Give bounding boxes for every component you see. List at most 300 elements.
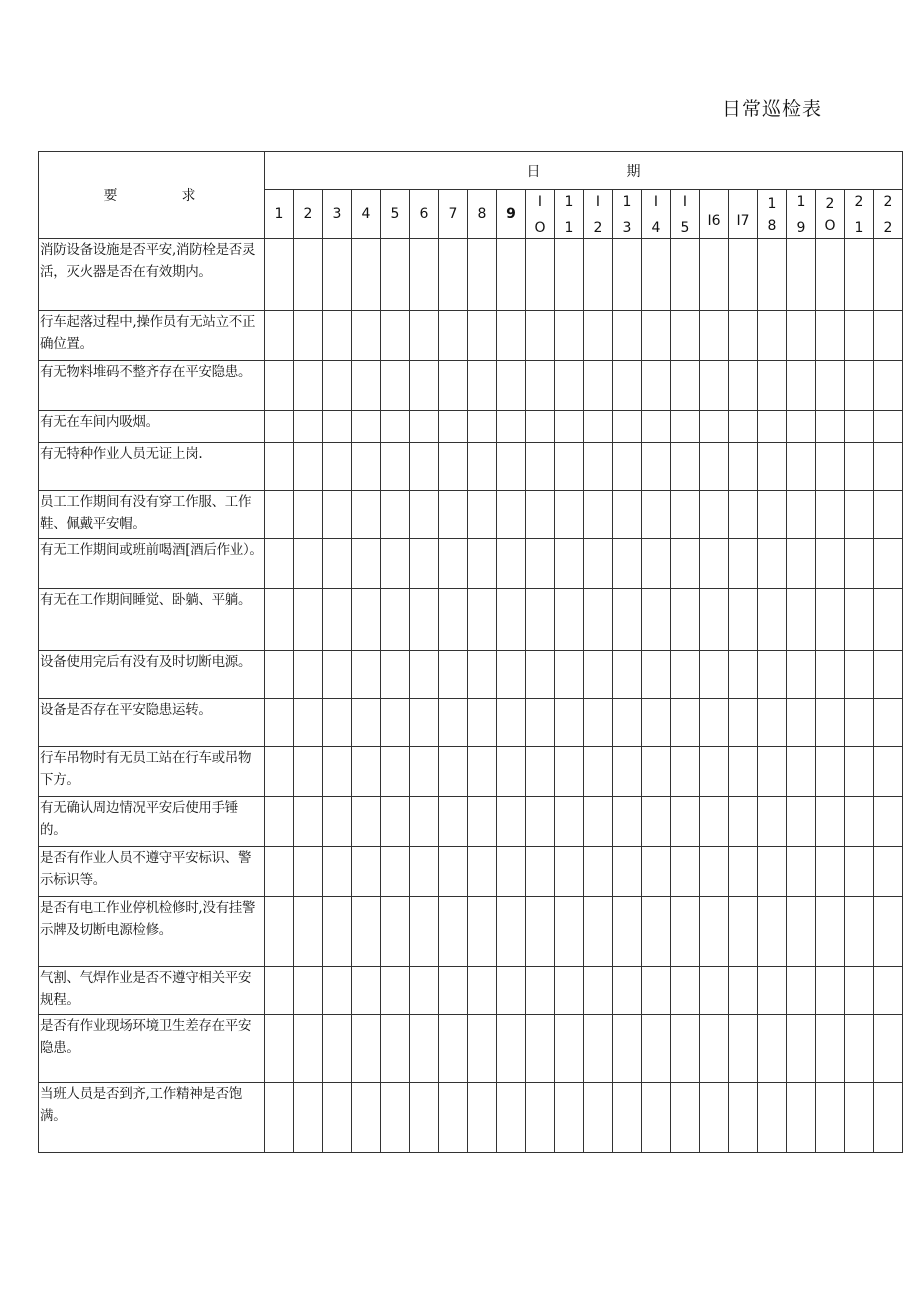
check-cell[interactable] [526, 443, 555, 491]
check-cell[interactable] [410, 443, 439, 491]
check-cell[interactable] [758, 699, 787, 747]
check-cell[interactable] [874, 491, 903, 539]
check-cell[interactable] [439, 539, 468, 589]
check-cell[interactable] [845, 239, 874, 311]
check-cell[interactable] [816, 847, 845, 897]
check-cell[interactable] [381, 797, 410, 847]
check-cell[interactable] [323, 539, 352, 589]
check-cell[interactable] [845, 1015, 874, 1083]
check-cell[interactable] [613, 239, 642, 311]
check-cell[interactable] [410, 747, 439, 797]
check-cell[interactable] [729, 589, 758, 651]
check-cell[interactable] [323, 1015, 352, 1083]
check-cell[interactable] [700, 361, 729, 411]
check-cell[interactable] [845, 589, 874, 651]
check-cell[interactable] [874, 411, 903, 443]
check-cell[interactable] [787, 897, 816, 967]
check-cell[interactable] [642, 311, 671, 361]
check-cell[interactable] [874, 847, 903, 897]
check-cell[interactable] [468, 897, 497, 967]
check-cell[interactable] [294, 411, 323, 443]
check-cell[interactable] [874, 239, 903, 311]
check-cell[interactable] [729, 1083, 758, 1153]
check-cell[interactable] [468, 361, 497, 411]
check-cell[interactable] [758, 311, 787, 361]
check-cell[interactable] [584, 411, 613, 443]
check-cell[interactable] [816, 361, 845, 411]
check-cell[interactable] [381, 847, 410, 897]
check-cell[interactable] [700, 411, 729, 443]
check-cell[interactable] [729, 361, 758, 411]
check-cell[interactable] [555, 1083, 584, 1153]
check-cell[interactable] [526, 699, 555, 747]
check-cell[interactable] [874, 443, 903, 491]
check-cell[interactable] [758, 361, 787, 411]
check-cell[interactable] [758, 967, 787, 1015]
check-cell[interactable] [584, 847, 613, 897]
check-cell[interactable] [352, 411, 381, 443]
check-cell[interactable] [555, 589, 584, 651]
check-cell[interactable] [352, 311, 381, 361]
check-cell[interactable] [816, 797, 845, 847]
check-cell[interactable] [613, 967, 642, 1015]
check-cell[interactable] [265, 491, 294, 539]
check-cell[interactable] [874, 797, 903, 847]
check-cell[interactable] [845, 491, 874, 539]
check-cell[interactable] [265, 361, 294, 411]
check-cell[interactable] [642, 239, 671, 311]
check-cell[interactable] [874, 699, 903, 747]
check-cell[interactable] [642, 699, 671, 747]
check-cell[interactable] [497, 797, 526, 847]
check-cell[interactable] [526, 239, 555, 311]
check-cell[interactable] [323, 651, 352, 699]
check-cell[interactable] [671, 967, 700, 1015]
check-cell[interactable] [584, 967, 613, 1015]
check-cell[interactable] [729, 443, 758, 491]
check-cell[interactable] [381, 311, 410, 361]
check-cell[interactable] [497, 699, 526, 747]
check-cell[interactable] [555, 797, 584, 847]
check-cell[interactable] [671, 539, 700, 589]
check-cell[interactable] [729, 967, 758, 1015]
check-cell[interactable] [845, 443, 874, 491]
check-cell[interactable] [352, 1083, 381, 1153]
check-cell[interactable] [381, 361, 410, 411]
check-cell[interactable] [758, 443, 787, 491]
check-cell[interactable] [410, 539, 439, 589]
check-cell[interactable] [555, 967, 584, 1015]
check-cell[interactable] [584, 239, 613, 311]
check-cell[interactable] [410, 239, 439, 311]
check-cell[interactable] [555, 539, 584, 589]
check-cell[interactable] [526, 589, 555, 651]
check-cell[interactable] [439, 491, 468, 539]
check-cell[interactable] [874, 747, 903, 797]
check-cell[interactable] [613, 1083, 642, 1153]
check-cell[interactable] [671, 699, 700, 747]
check-cell[interactable] [294, 747, 323, 797]
check-cell[interactable] [468, 747, 497, 797]
check-cell[interactable] [352, 967, 381, 1015]
check-cell[interactable] [787, 967, 816, 1015]
check-cell[interactable] [468, 967, 497, 1015]
check-cell[interactable] [787, 361, 816, 411]
check-cell[interactable] [758, 797, 787, 847]
check-cell[interactable] [700, 311, 729, 361]
check-cell[interactable] [613, 443, 642, 491]
check-cell[interactable] [381, 1083, 410, 1153]
check-cell[interactable] [729, 539, 758, 589]
check-cell[interactable] [700, 443, 729, 491]
check-cell[interactable] [468, 491, 497, 539]
check-cell[interactable] [729, 411, 758, 443]
check-cell[interactable] [642, 1015, 671, 1083]
check-cell[interactable] [294, 1015, 323, 1083]
check-cell[interactable] [642, 589, 671, 651]
check-cell[interactable] [497, 847, 526, 897]
check-cell[interactable] [874, 1015, 903, 1083]
check-cell[interactable] [874, 311, 903, 361]
check-cell[interactable] [758, 491, 787, 539]
check-cell[interactable] [642, 747, 671, 797]
check-cell[interactable] [671, 897, 700, 967]
check-cell[interactable] [381, 589, 410, 651]
check-cell[interactable] [381, 411, 410, 443]
check-cell[interactable] [265, 239, 294, 311]
check-cell[interactable] [381, 443, 410, 491]
check-cell[interactable] [294, 1083, 323, 1153]
check-cell[interactable] [845, 651, 874, 699]
check-cell[interactable] [526, 539, 555, 589]
check-cell[interactable] [439, 847, 468, 897]
check-cell[interactable] [381, 539, 410, 589]
check-cell[interactable] [265, 539, 294, 589]
check-cell[interactable] [439, 1083, 468, 1153]
check-cell[interactable] [845, 747, 874, 797]
check-cell[interactable] [294, 699, 323, 747]
check-cell[interactable] [352, 897, 381, 967]
check-cell[interactable] [758, 897, 787, 967]
check-cell[interactable] [671, 847, 700, 897]
check-cell[interactable] [671, 411, 700, 443]
check-cell[interactable] [265, 847, 294, 897]
check-cell[interactable] [468, 539, 497, 589]
check-cell[interactable] [816, 491, 845, 539]
check-cell[interactable] [497, 967, 526, 1015]
check-cell[interactable] [584, 539, 613, 589]
check-cell[interactable] [468, 797, 497, 847]
check-cell[interactable] [787, 491, 816, 539]
check-cell[interactable] [642, 539, 671, 589]
check-cell[interactable] [265, 699, 294, 747]
check-cell[interactable] [265, 967, 294, 1015]
check-cell[interactable] [758, 1083, 787, 1153]
check-cell[interactable] [294, 239, 323, 311]
check-cell[interactable] [381, 651, 410, 699]
check-cell[interactable] [497, 239, 526, 311]
check-cell[interactable] [352, 651, 381, 699]
check-cell[interactable] [584, 699, 613, 747]
check-cell[interactable] [555, 443, 584, 491]
check-cell[interactable] [352, 797, 381, 847]
check-cell[interactable] [497, 361, 526, 411]
check-cell[interactable] [787, 539, 816, 589]
check-cell[interactable] [323, 411, 352, 443]
check-cell[interactable] [555, 1015, 584, 1083]
check-cell[interactable] [352, 239, 381, 311]
check-cell[interactable] [439, 747, 468, 797]
check-cell[interactable] [874, 539, 903, 589]
check-cell[interactable] [787, 443, 816, 491]
check-cell[interactable] [787, 747, 816, 797]
check-cell[interactable] [787, 411, 816, 443]
check-cell[interactable] [671, 1015, 700, 1083]
check-cell[interactable] [294, 651, 323, 699]
check-cell[interactable] [613, 651, 642, 699]
check-cell[interactable] [526, 361, 555, 411]
check-cell[interactable] [439, 411, 468, 443]
check-cell[interactable] [642, 967, 671, 1015]
check-cell[interactable] [758, 651, 787, 699]
check-cell[interactable] [555, 491, 584, 539]
check-cell[interactable] [758, 1015, 787, 1083]
check-cell[interactable] [584, 443, 613, 491]
check-cell[interactable] [642, 797, 671, 847]
check-cell[interactable] [265, 897, 294, 967]
check-cell[interactable] [700, 589, 729, 651]
check-cell[interactable] [787, 847, 816, 897]
check-cell[interactable] [613, 699, 642, 747]
check-cell[interactable] [584, 311, 613, 361]
check-cell[interactable] [468, 699, 497, 747]
check-cell[interactable] [642, 897, 671, 967]
check-cell[interactable] [526, 411, 555, 443]
check-cell[interactable] [758, 847, 787, 897]
check-cell[interactable] [584, 361, 613, 411]
check-cell[interactable] [381, 1015, 410, 1083]
check-cell[interactable] [613, 747, 642, 797]
check-cell[interactable] [323, 311, 352, 361]
check-cell[interactable] [874, 897, 903, 967]
check-cell[interactable] [613, 361, 642, 411]
check-cell[interactable] [845, 361, 874, 411]
check-cell[interactable] [468, 411, 497, 443]
check-cell[interactable] [700, 491, 729, 539]
check-cell[interactable] [729, 651, 758, 699]
check-cell[interactable] [816, 239, 845, 311]
check-cell[interactable] [671, 747, 700, 797]
check-cell[interactable] [381, 897, 410, 967]
check-cell[interactable] [410, 699, 439, 747]
check-cell[interactable] [265, 747, 294, 797]
check-cell[interactable] [352, 747, 381, 797]
check-cell[interactable] [410, 897, 439, 967]
check-cell[interactable] [323, 699, 352, 747]
check-cell[interactable] [613, 411, 642, 443]
check-cell[interactable] [700, 239, 729, 311]
check-cell[interactable] [584, 747, 613, 797]
check-cell[interactable] [729, 699, 758, 747]
check-cell[interactable] [555, 311, 584, 361]
check-cell[interactable] [323, 747, 352, 797]
check-cell[interactable] [497, 311, 526, 361]
check-cell[interactable] [816, 443, 845, 491]
check-cell[interactable] [468, 1015, 497, 1083]
check-cell[interactable] [584, 1015, 613, 1083]
check-cell[interactable] [439, 589, 468, 651]
check-cell[interactable] [816, 897, 845, 967]
check-cell[interactable] [555, 847, 584, 897]
check-cell[interactable] [584, 589, 613, 651]
check-cell[interactable] [352, 1015, 381, 1083]
check-cell[interactable] [787, 797, 816, 847]
check-cell[interactable] [294, 967, 323, 1015]
check-cell[interactable] [874, 589, 903, 651]
check-cell[interactable] [584, 1083, 613, 1153]
check-cell[interactable] [555, 651, 584, 699]
check-cell[interactable] [816, 311, 845, 361]
check-cell[interactable] [323, 239, 352, 311]
check-cell[interactable] [671, 239, 700, 311]
check-cell[interactable] [729, 897, 758, 967]
check-cell[interactable] [352, 847, 381, 897]
check-cell[interactable] [758, 239, 787, 311]
check-cell[interactable] [265, 311, 294, 361]
check-cell[interactable] [845, 311, 874, 361]
check-cell[interactable] [671, 797, 700, 847]
check-cell[interactable] [816, 589, 845, 651]
check-cell[interactable] [497, 443, 526, 491]
check-cell[interactable] [671, 443, 700, 491]
check-cell[interactable] [845, 539, 874, 589]
check-cell[interactable] [439, 967, 468, 1015]
check-cell[interactable] [526, 967, 555, 1015]
check-cell[interactable] [352, 589, 381, 651]
check-cell[interactable] [787, 1015, 816, 1083]
check-cell[interactable] [439, 239, 468, 311]
check-cell[interactable] [787, 1083, 816, 1153]
check-cell[interactable] [555, 361, 584, 411]
check-cell[interactable] [352, 361, 381, 411]
check-cell[interactable] [410, 847, 439, 897]
check-cell[interactable] [294, 361, 323, 411]
check-cell[interactable] [584, 897, 613, 967]
check-cell[interactable] [352, 539, 381, 589]
check-cell[interactable] [671, 651, 700, 699]
check-cell[interactable] [729, 797, 758, 847]
check-cell[interactable] [439, 361, 468, 411]
check-cell[interactable] [700, 967, 729, 1015]
check-cell[interactable] [381, 967, 410, 1015]
check-cell[interactable] [845, 699, 874, 747]
check-cell[interactable] [700, 747, 729, 797]
check-cell[interactable] [642, 1083, 671, 1153]
check-cell[interactable] [323, 967, 352, 1015]
check-cell[interactable] [555, 897, 584, 967]
check-cell[interactable] [410, 311, 439, 361]
check-cell[interactable] [555, 699, 584, 747]
check-cell[interactable] [787, 589, 816, 651]
check-cell[interactable] [294, 491, 323, 539]
check-cell[interactable] [410, 491, 439, 539]
check-cell[interactable] [352, 699, 381, 747]
check-cell[interactable] [845, 797, 874, 847]
check-cell[interactable] [787, 699, 816, 747]
check-cell[interactable] [526, 797, 555, 847]
check-cell[interactable] [526, 651, 555, 699]
check-cell[interactable] [468, 311, 497, 361]
check-cell[interactable] [381, 747, 410, 797]
check-cell[interactable] [439, 311, 468, 361]
check-cell[interactable] [816, 967, 845, 1015]
check-cell[interactable] [497, 897, 526, 967]
check-cell[interactable] [787, 311, 816, 361]
check-cell[interactable] [439, 1015, 468, 1083]
check-cell[interactable] [874, 361, 903, 411]
check-cell[interactable] [294, 847, 323, 897]
check-cell[interactable] [845, 1083, 874, 1153]
check-cell[interactable] [874, 967, 903, 1015]
check-cell[interactable] [555, 239, 584, 311]
check-cell[interactable] [729, 1015, 758, 1083]
check-cell[interactable] [700, 797, 729, 847]
check-cell[interactable] [265, 1015, 294, 1083]
check-cell[interactable] [555, 747, 584, 797]
check-cell[interactable] [816, 651, 845, 699]
check-cell[interactable] [526, 747, 555, 797]
check-cell[interactable] [468, 589, 497, 651]
check-cell[interactable] [816, 1083, 845, 1153]
check-cell[interactable] [642, 361, 671, 411]
check-cell[interactable] [323, 589, 352, 651]
check-cell[interactable] [816, 747, 845, 797]
check-cell[interactable] [671, 491, 700, 539]
check-cell[interactable] [584, 651, 613, 699]
check-cell[interactable] [787, 239, 816, 311]
check-cell[interactable] [265, 1083, 294, 1153]
check-cell[interactable] [526, 1083, 555, 1153]
check-cell[interactable] [613, 1015, 642, 1083]
check-cell[interactable] [294, 589, 323, 651]
check-cell[interactable] [497, 1015, 526, 1083]
check-cell[interactable] [526, 311, 555, 361]
check-cell[interactable] [584, 797, 613, 847]
check-cell[interactable] [671, 311, 700, 361]
check-cell[interactable] [787, 651, 816, 699]
check-cell[interactable] [613, 847, 642, 897]
check-cell[interactable] [613, 491, 642, 539]
check-cell[interactable] [526, 897, 555, 967]
check-cell[interactable] [439, 443, 468, 491]
check-cell[interactable] [845, 411, 874, 443]
check-cell[interactable] [729, 491, 758, 539]
check-cell[interactable] [555, 411, 584, 443]
check-cell[interactable] [410, 651, 439, 699]
check-cell[interactable] [700, 699, 729, 747]
check-cell[interactable] [816, 699, 845, 747]
check-cell[interactable] [410, 361, 439, 411]
check-cell[interactable] [265, 651, 294, 699]
check-cell[interactable] [758, 539, 787, 589]
check-cell[interactable] [671, 361, 700, 411]
check-cell[interactable] [700, 1015, 729, 1083]
check-cell[interactable] [323, 491, 352, 539]
check-cell[interactable] [845, 967, 874, 1015]
check-cell[interactable] [294, 897, 323, 967]
check-cell[interactable] [642, 411, 671, 443]
check-cell[interactable] [758, 411, 787, 443]
